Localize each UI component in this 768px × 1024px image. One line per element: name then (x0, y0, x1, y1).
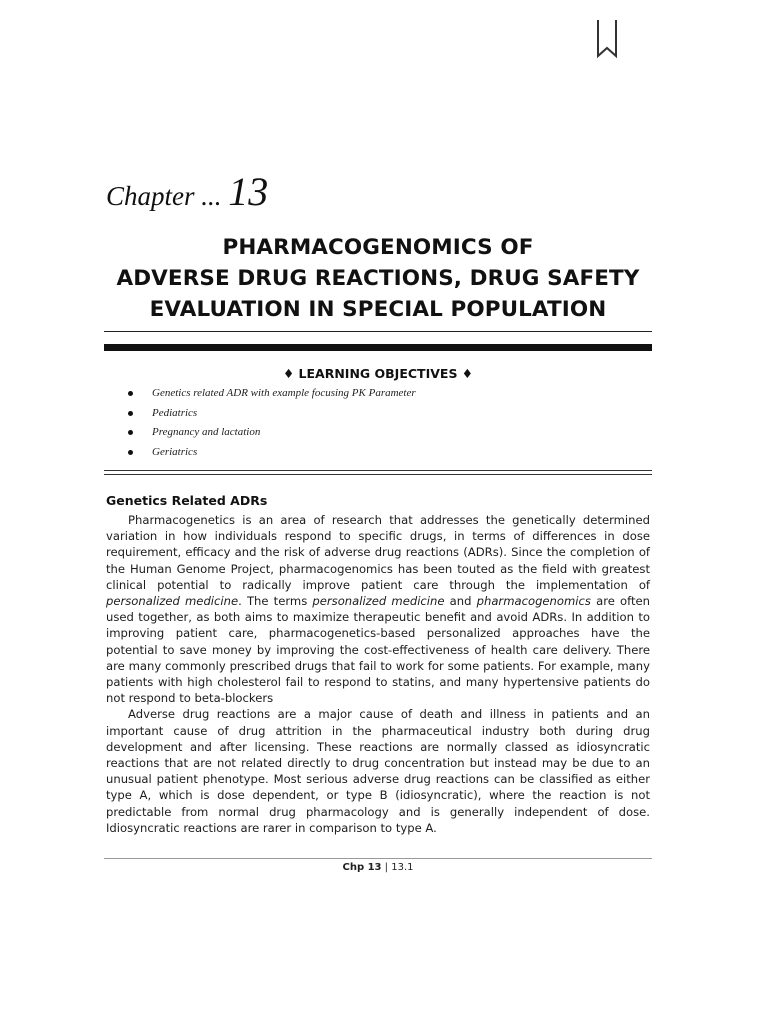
title-rule-thick (104, 344, 652, 351)
footer-separator: | (381, 862, 392, 873)
section-divider (104, 470, 652, 475)
title-line: PHARMACOGENOMICS OF (222, 235, 534, 260)
list-item: Geriatrics (126, 443, 416, 463)
list-item: Pregnancy and lactation (126, 423, 416, 443)
bullet-icon (128, 391, 133, 396)
list-item: Genetics related ADR with example focusing PK Parameter (126, 384, 416, 404)
bookmark-icon[interactable] (590, 18, 624, 60)
bullet-icon (128, 450, 133, 455)
page-footer (104, 862, 652, 873)
footer-page-number: 13.1 (391, 862, 414, 873)
footer-chapter: Chp 13 (342, 862, 382, 873)
section-body (106, 512, 650, 836)
footer-rule (104, 858, 652, 859)
paragraph-1: Pharmacogenetics is an area of research that addresses the genetically determined variation in how individuals respond to specific drugs, in terms of differences in dose requirement, efficacy and the risk of adverse drug reactions (ADRs). Since the completion of the Human Genome Project, pharmacogenomics has been touted as the field with greatest clinical potential to radically improve patient care through the implementation of personalized medicine. The terms personalized medicine and pharmacogenomics are often used together, as both aims to maximize therapeutic benefit and avoid ADRs. In addition to improving patient care, pharmacogenetics-based personalized approaches have the potential to save money by improving the cost-effectiveness of health care delivery. There are many commonly prescribed drugs that fail to work for some patients. For example, many patients with high cholesterol fail to respond to statins, and many hypertensive patients do not respond to beta-blockers (106, 513, 650, 706)
learning-objectives-list (126, 384, 416, 462)
section-heading: Genetics Related ADRs (106, 493, 268, 508)
title-rule-thin (104, 331, 652, 332)
list-item: Pediatrics (126, 404, 416, 424)
title-line: EVALUATION IN SPECIAL POPULATION (149, 297, 607, 322)
learning-objectives-heading: ♦ LEARNING OBJECTIVES ♦ (282, 366, 473, 381)
chapter-label: Chapter ... (106, 181, 222, 211)
bullet-icon (128, 430, 133, 435)
bullet-icon (128, 411, 133, 416)
chapter-number: 13 (228, 169, 269, 214)
title-line: ADVERSE DRUG REACTIONS, DRUG SAFETY (116, 266, 640, 291)
chapter-title (104, 232, 652, 325)
paragraph-2: Adverse drug reactions are a major cause of death and illness in patients and an important cause of drug attrition in the pharmaceutical industry both during drug development and after licensing. These reactions are normally classed as idiosyncratic reactions that are not related directly to drug concentration but instead may be due to an unusual patient phenotype. Most serious adverse drug reactions can be classified as either type A, which is dose dependent, or type B (idiosyncratic), where the reaction is not predictable from normal drug pharmacology and is generally independent of dose. Idiosyncratic reactions are rarer in comparison to type A. (106, 707, 650, 835)
chapter-heading (106, 168, 268, 215)
